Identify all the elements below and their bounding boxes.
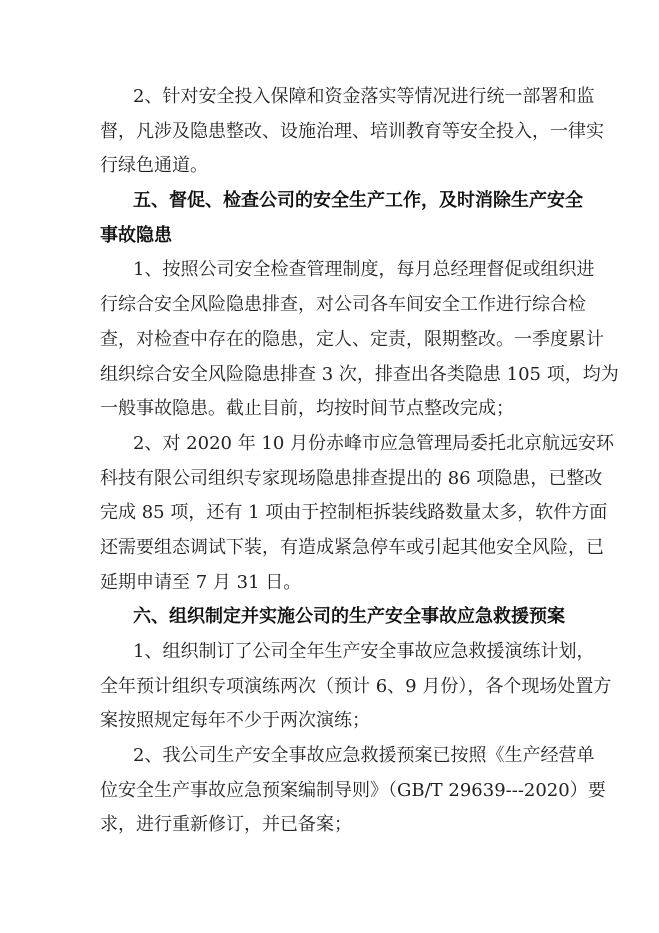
text-line: 督，凡涉及隐患整改、设施治理、培训教育等安全投入，一律实 <box>100 120 604 142</box>
paragraph <box>100 80 604 184</box>
text-line: 2、对 2020 年 10 月份赤峰市应急管理局委托北京航远安环 <box>133 432 615 454</box>
text-line: 2、针对安全投入保障和资金落实等情况进行统一部署和监 <box>133 86 595 107</box>
paragraph <box>100 253 619 426</box>
text-line: 延期申请至 7 月 31 日。 <box>100 571 302 593</box>
text-line: 行综合安全风险隐患排查，对公司各车间安全工作进行综合检 <box>100 294 586 316</box>
text-line: 一般事故隐患。截止目前，均按时间节点整改完成； <box>100 398 514 420</box>
section-heading <box>100 600 565 635</box>
text-line: 2、我公司生产安全事故应急救援预案已按照《生产经营单 <box>133 745 595 767</box>
text-line: 还需要组态调试下装，有造成紧急停车或引起其他安全风险，已 <box>100 536 604 558</box>
paragraph <box>100 427 615 600</box>
text-line: 科技有限公司组织专家现场隐患排查提出的 86 项隐患，已整改 <box>100 467 603 489</box>
section-heading <box>100 184 583 253</box>
text-line: 位安全生产事故应急预案编制导则》（GB/T 29639---2020）要 <box>100 779 606 801</box>
paragraph <box>100 635 612 739</box>
document-page <box>100 80 619 843</box>
text-line: 查，对检查中存在的隐患，定人、定责，限期整改。一季度累计 <box>100 328 604 350</box>
text-line: 1、组织制订了公司全年生产安全事故应急救援演练计划， <box>133 641 595 662</box>
paragraph <box>100 739 606 843</box>
text-line: 六、组织制定并实施公司的生产安全事故应急救援预案 <box>133 606 565 628</box>
text-line: 案按照规定每年不少于两次演练； <box>100 710 370 732</box>
text-line: 全年预计组织专项演练两次（预计 6、9 月份），各个现场处置方 <box>100 675 612 697</box>
text-line: 行绿色通道。 <box>100 155 208 177</box>
text-line: 事故隐患 <box>100 224 172 246</box>
text-line: 五、督促、检查公司的安全生产工作，及时消除生产安全 <box>133 190 583 212</box>
text-line: 1、按照公司安全检查管理制度，每月总经理督促或组织进 <box>133 259 595 281</box>
text-line: 求，进行重新修订，并已备案； <box>100 814 352 836</box>
text-line: 完成 85 项，还有 1 项由于控制柜拆装线路数量太多，软件方面 <box>100 502 608 524</box>
text-line: 组织综合安全风险隐患排查 3 次，排查出各类隐患 105 项，均为 <box>100 363 619 385</box>
